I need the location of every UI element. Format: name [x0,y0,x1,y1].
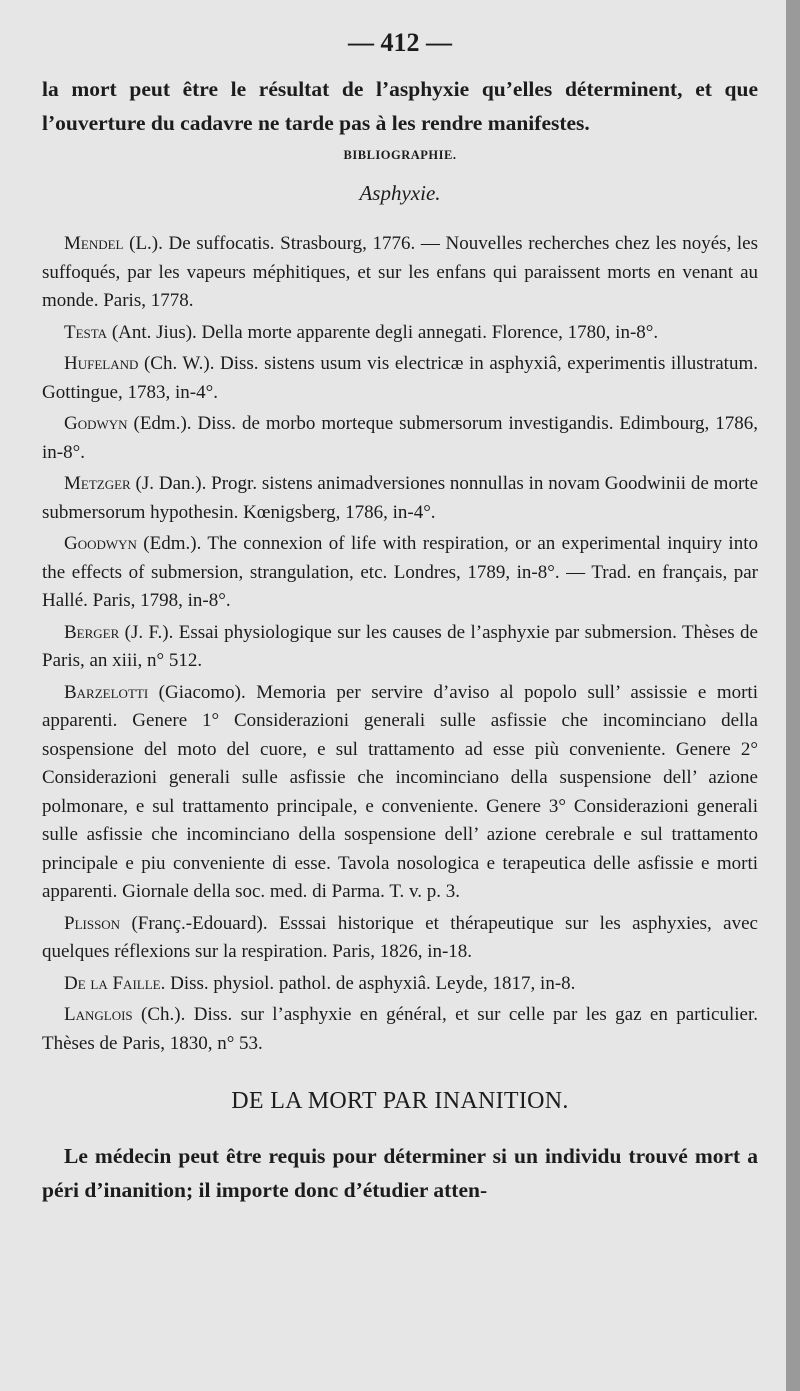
bibliography-entry [42,230,758,316]
page-edge [786,0,800,1391]
entry-text: (Giacomo). Memoria per servire d’aviso al popolo sull’ assissie e morti apparenti. Genere 1° Considerazioni generali sulle asfissie che incominciano della sospensione del moto del cuore, e sul trattamento ad esse più conveniente. Genere 2° Considerazioni generali sulle asfissie che incominciano della suspensione dell’ azione polmonare, e sul trattamento principale, e conveniente. Genere 3° Considerazioni generali sulle asfissie che incominciano della sospensione dell’ azione cerebrale e sul trattamento principale e piu conveniente di esse. Tavola nosologica e terapeutica delle asfissie e morti apparenti. Giornale della soc. med. di Parma. T. v. p. 3. [42,681,758,902]
entry-text: (Edm.). The connexion of life with respiration, or an experimental inquiry into the effects of submersion, strangulation, etc. Londres, 1789, in-8°. — Trad. en français, par Hallé. Paris, 1798, in-8°. [42,533,758,611]
page-content [42,28,758,1207]
entry-author: Goodwyn [64,533,137,554]
sub-heading: Asphyxie. [359,181,441,205]
entry-author: Metzger [64,473,131,494]
entry-author: Mendel [64,233,124,254]
bibliography-entry [42,319,758,348]
closing-paragraph: Le médecin peut être requis pour déterminer si un individu trouvé mort a péri d’inanition; il importe donc d’étudier atten- [42,1144,758,1202]
bibliography-entry [42,910,758,967]
bibliography-entry [42,970,758,999]
bibliography-entry [42,470,758,527]
entry-text: (Ch.). Diss. sur l’asphyxie en général, et sur celle par les gaz en particulier. Thèses de Paris, 1830, n° 53. [42,1004,758,1054]
entry-text: (Edm.). Diss. de morbo morteque submersorum investigandis. Edimbourg, 1786, in-8°. [42,413,758,463]
page-number: — 412 — [348,28,452,57]
entry-author: Plisson [64,912,121,934]
bibliography-entry [42,679,758,907]
entry-text: (Franç.-Edouard). Esssai historique et thérapeutique sur les asphyxies, avec quelques réflexions sur la respiration. Paris, 1826, in-18. [42,912,758,962]
section-heading: DE LA MORT PAR INANITION. [231,1088,569,1114]
lead-paragraph: la mort peut être le résultat de l’asphyxie qu’elles déterminent, et que l’ouverture du cadavre ne tarde pas à les rendre manifestes. [42,77,758,135]
entry-text: (L.). De suffocatis. Strasbourg, 1776. — Nouvelles recherches chez les noyés, les suffoqués, par les vapeurs méphitiques, et sur les enfans qui paraissent morts en venant au monde. Paris, 1778. [42,233,758,311]
bibliography-entry [42,350,758,407]
bibliography-heading: BIBLIOGRAPHIE. [343,148,457,162]
entry-text: (Ch. W.). Diss. sistens usum vis electricæ in asphyxiâ, experimentis illustratum. Gottingue, 1783, in-4°. [42,353,758,403]
bibliography-entry [42,619,758,676]
entry-text: (J. Dan.). Progr. sistens animadversiones nonnullas in novam Goodwinii de morte submersorum hypothesin. Kœnigsberg, 1786, in-4°. [42,473,758,523]
entry-author: Langlois [64,1004,133,1025]
entry-author: De la Faille [64,972,161,994]
entry-author: Barzelotti [64,681,149,703]
bibliography-entry [42,410,758,467]
entry-author: Godwyn [64,413,128,434]
entry-author: Berger [64,621,120,643]
entry-text: (Ant. Jius). Della morte apparente degli annegati. Florence, 1780, in-8°. [107,321,659,343]
entry-author: Hufeland [64,353,139,374]
bibliography-entry [42,530,758,616]
entry-text: . Diss. physiol. pathol. de asphyxiâ. Leyde, 1817, in-8. [160,972,576,994]
entry-author: Testa [64,321,108,343]
bibliography-entry [42,1001,758,1058]
entry-text: (J. F.). Essai physiologique sur les causes de l’asphyxie par submersion. Thèses de Paris, an xiii, n° 512. [42,621,758,671]
